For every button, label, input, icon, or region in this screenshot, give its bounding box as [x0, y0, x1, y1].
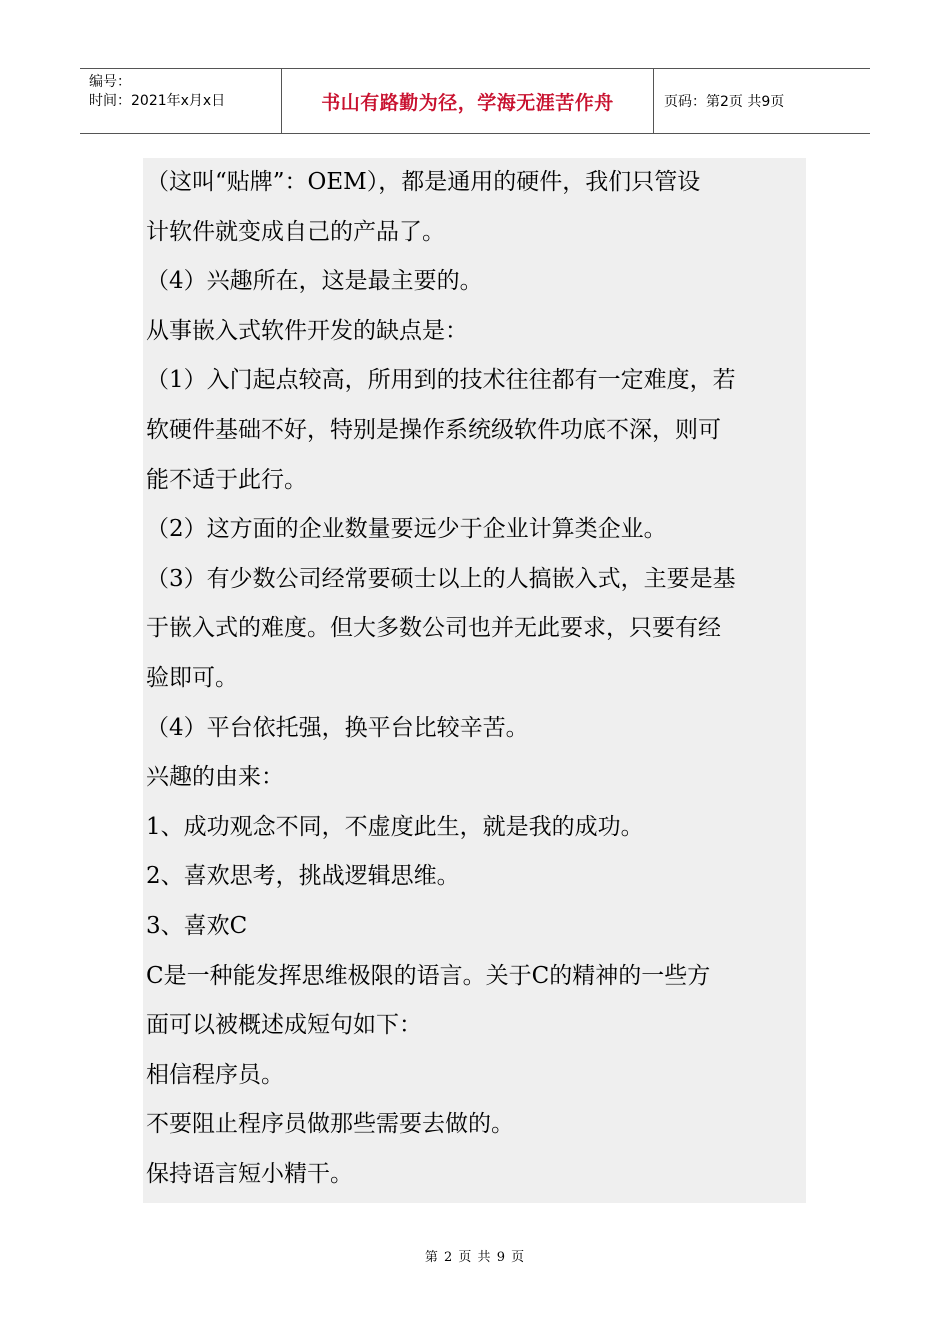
body-line: C是一种能发挥思维极限的语言。关于C的精神的一些方 [146, 962, 711, 989]
body-line: 兴趣的由来： [146, 764, 284, 791]
page-header [80, 68, 870, 134]
body-line: 从事嵌入式软件开发的缺点是： [146, 317, 468, 344]
body-line: （1）入门起点较高，所用到的技术往往都有一定难度，若 [146, 367, 736, 394]
body-line: 相信程序员。 [146, 1061, 284, 1088]
document-body [143, 158, 806, 1203]
body-line: 计软件就变成自己的产品了。 [146, 218, 445, 245]
body-line: 于嵌入式的难度。但大多数公司也并无此要求，只要有经 [146, 615, 721, 642]
header-page-info: 页码：第2页 共9页 [664, 94, 785, 110]
body-line: 面可以被概述成短句如下： [146, 1012, 422, 1039]
body-line: 软硬件基础不好，特别是操作系统级软件功底不深，则可 [146, 416, 721, 443]
body-line: 不要阻止程序员做那些需要去做的。 [146, 1111, 514, 1138]
serial-label: 编号： [89, 74, 131, 90]
body-line: 1、成功观念不同，不虚度此生，就是我的成功。 [146, 813, 644, 840]
body-line: 能不适于此行。 [146, 466, 307, 493]
header-meta [80, 69, 282, 133]
body-line: （2）这方面的企业数量要远少于企业计算类企业。 [146, 516, 667, 543]
time-label: 时间：2021年x月x日 [89, 93, 226, 109]
body-line: （3）有少数公司经常要硕士以上的人搞嵌入式，主要是基 [146, 565, 736, 592]
page-footer: 第 2 页 共 9 页 [424, 1250, 526, 1265]
body-line: 3、喜欢C [146, 912, 248, 939]
body-line: （4）平台依托强，换平台比较辛苦。 [146, 714, 529, 741]
header-motto: 书山有路勤为径，学海无涯苦作舟 [282, 69, 654, 133]
body-line: （4）兴趣所在，这是最主要的。 [146, 268, 483, 295]
body-line: 保持语言短小精干。 [146, 1160, 353, 1187]
body-line: 2、喜欢思考，挑战逻辑思维。 [146, 863, 460, 890]
body-line: 验即可。 [146, 664, 238, 691]
body-line: （这叫“贴牌”：OEM），都是通用的硬件，我们只管设 [146, 169, 701, 195]
